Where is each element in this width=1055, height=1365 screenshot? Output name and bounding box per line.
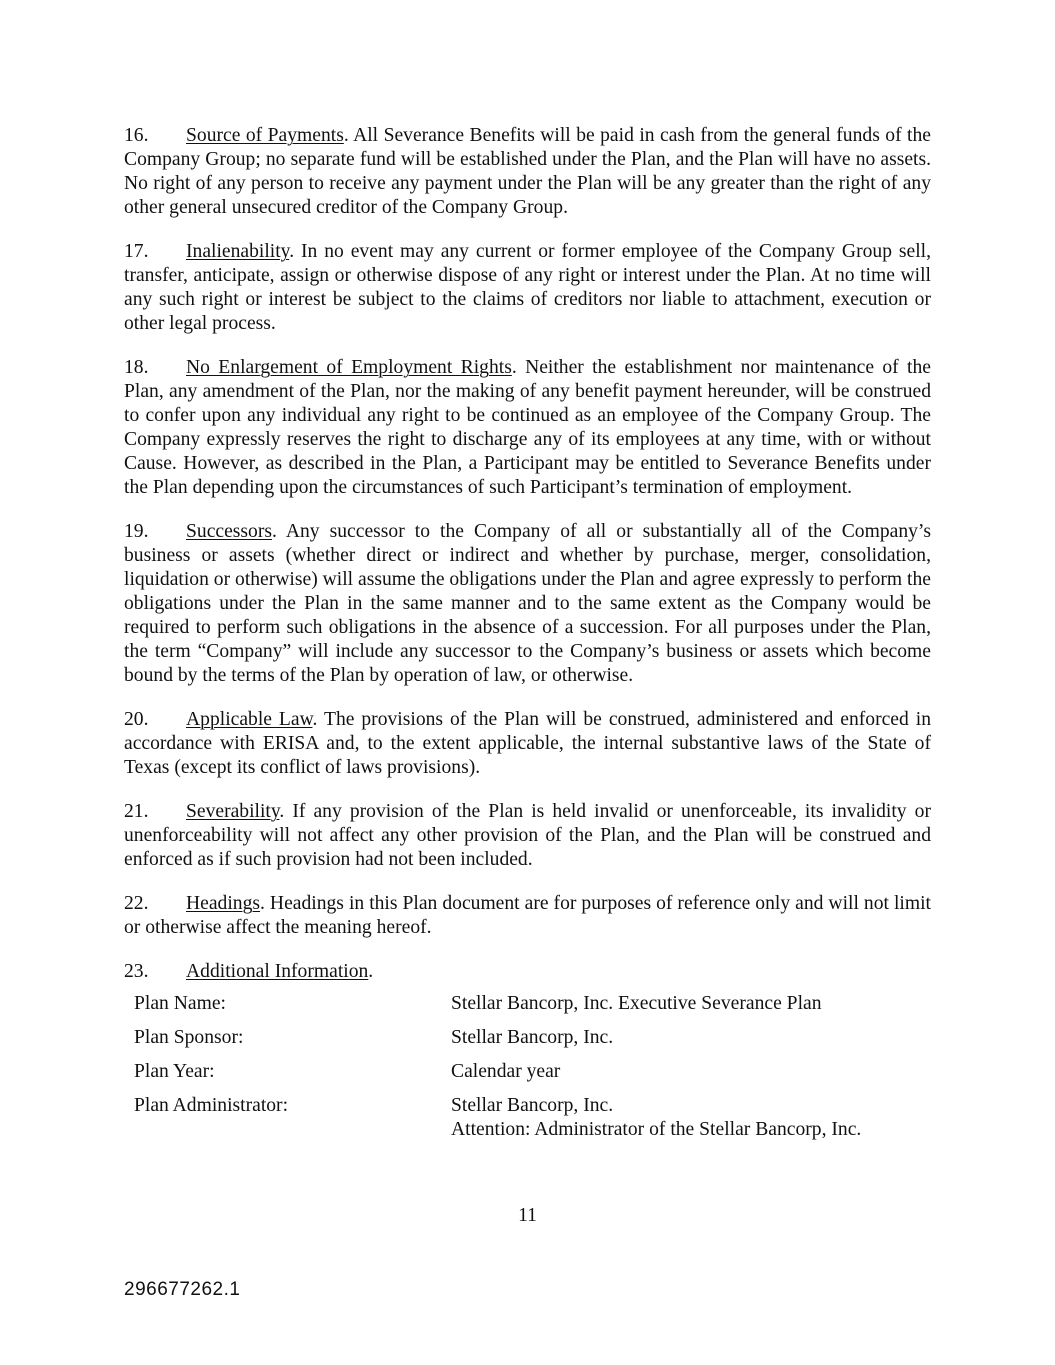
- section-number: 19.: [124, 521, 149, 542]
- section-number: 17.: [124, 241, 149, 262]
- section-text: .: [368, 961, 374, 982]
- section-heading: No Enlargement of Employment Rights: [186, 357, 512, 378]
- info-label: Plan Name:: [134, 993, 226, 1014]
- document-body: [124, 124, 931, 1152]
- section-heading: Successors: [186, 521, 272, 542]
- section-number: 20.: [124, 709, 149, 730]
- info-row-plan-administrator: [134, 1094, 931, 1142]
- section-22: [124, 892, 931, 940]
- section-text: . The provisions of the Plan will be construed, administered and enforced in accordance with ERISA and, to the extent applicable, the internal substantive laws of the State of Texas (except its conflict of laws provisions).: [124, 709, 932, 778]
- page-number: 11: [518, 1205, 537, 1226]
- section-20: [124, 708, 931, 780]
- section-text: . In no event may any current or former employee of the Company Group sell, transfer, anticipate, assign or otherwise dispose of any right or interest under the Plan. At no time will any such right or interest be subject to the claims of creditors nor liable to attachment, execution or other legal process.: [124, 241, 931, 334]
- additional-info-table: [134, 992, 931, 1142]
- section-text: . All Severance Benefits will be paid in cash from the general funds of the Company Group; no separate fund will be established under the Plan, and the Plan will have no assets. No right of any person to receive any payment under the Plan will be any greater than the right of any other general unsecured creditor of the Company Group.: [124, 125, 931, 218]
- section-number: 18.: [124, 357, 149, 378]
- info-value-group: [451, 1094, 931, 1142]
- section-17: [124, 240, 931, 336]
- section-text: . If any provision of the Plan is held invalid or unenforceable, its invalidity or unenforceability will not affect any other provision of the Plan, and the Plan will be construed and enforced as if such provision had not been included.: [124, 801, 931, 870]
- section-number: 23.: [124, 961, 149, 982]
- section-19: [124, 520, 931, 688]
- section-21: [124, 800, 931, 872]
- section-text: . Headings in this Plan document are for purposes of reference only and will not limit or otherwise affect the meaning hereof.: [124, 893, 931, 938]
- info-row-plan-name: [134, 992, 931, 1016]
- section-23: [124, 960, 931, 984]
- section-text: . Any successor to the Company of all or substantially all of the Company’s business or assets (whether direct or indirect and whether by purchase, merger, consolidation, liquidation or otherwise) will assume the obligations under the Plan and agree expressly to perform the obligations under the Plan in the same manner and to the same extent as the Company would be required to perform such obligations in the absence of a succession. For all purposes under the Plan, the term “Company” will include any successor to the Company’s business or assets which become bound by the terms of the Plan by operation of law, or otherwise.: [124, 521, 931, 686]
- section-number: 22.: [124, 893, 149, 914]
- info-value: Stellar Bancorp, Inc.: [451, 1027, 614, 1048]
- info-value: Stellar Bancorp, Inc.: [451, 1095, 614, 1116]
- info-label: Plan Year:: [134, 1061, 215, 1082]
- info-label: Plan Sponsor:: [134, 1027, 244, 1048]
- section-heading: Additional Information: [186, 961, 369, 982]
- section-number: 16.: [124, 125, 149, 146]
- section-number: 21.: [124, 801, 149, 822]
- info-value-line-2: Attention: Administrator of the Stellar Bancorp, Inc.: [451, 1119, 862, 1140]
- section-text: . Neither the establishment nor maintenance of the Plan, any amendment of the Plan, nor the making of any benefit payment hereunder, will be construed to confer upon any individual any right to be continued as an employee of the Company Group. The Company expressly reserves the right to discharge any of its employees at any time, with or without Cause. However, as described in the Plan, a Participant may be entitled to Severance Benefits under the Plan depending upon the circumstances of such Participant’s termination of employment.: [124, 357, 931, 498]
- section-heading: Inalienability: [186, 241, 290, 262]
- info-label: Plan Administrator:: [134, 1095, 289, 1116]
- section-heading: Applicable Law: [186, 709, 313, 730]
- section-16: [124, 124, 931, 220]
- section-18: [124, 356, 931, 500]
- document-id: 296677262.1: [124, 1279, 241, 1300]
- info-value: Calendar year: [451, 1061, 561, 1082]
- info-row-plan-year: [134, 1060, 931, 1084]
- info-value: Stellar Bancorp, Inc. Executive Severance Plan: [451, 993, 822, 1014]
- section-heading: Headings: [186, 893, 261, 914]
- section-heading: Severability: [186, 801, 280, 822]
- info-row-plan-sponsor: [134, 1026, 931, 1050]
- section-heading: Source of Payments: [186, 125, 344, 146]
